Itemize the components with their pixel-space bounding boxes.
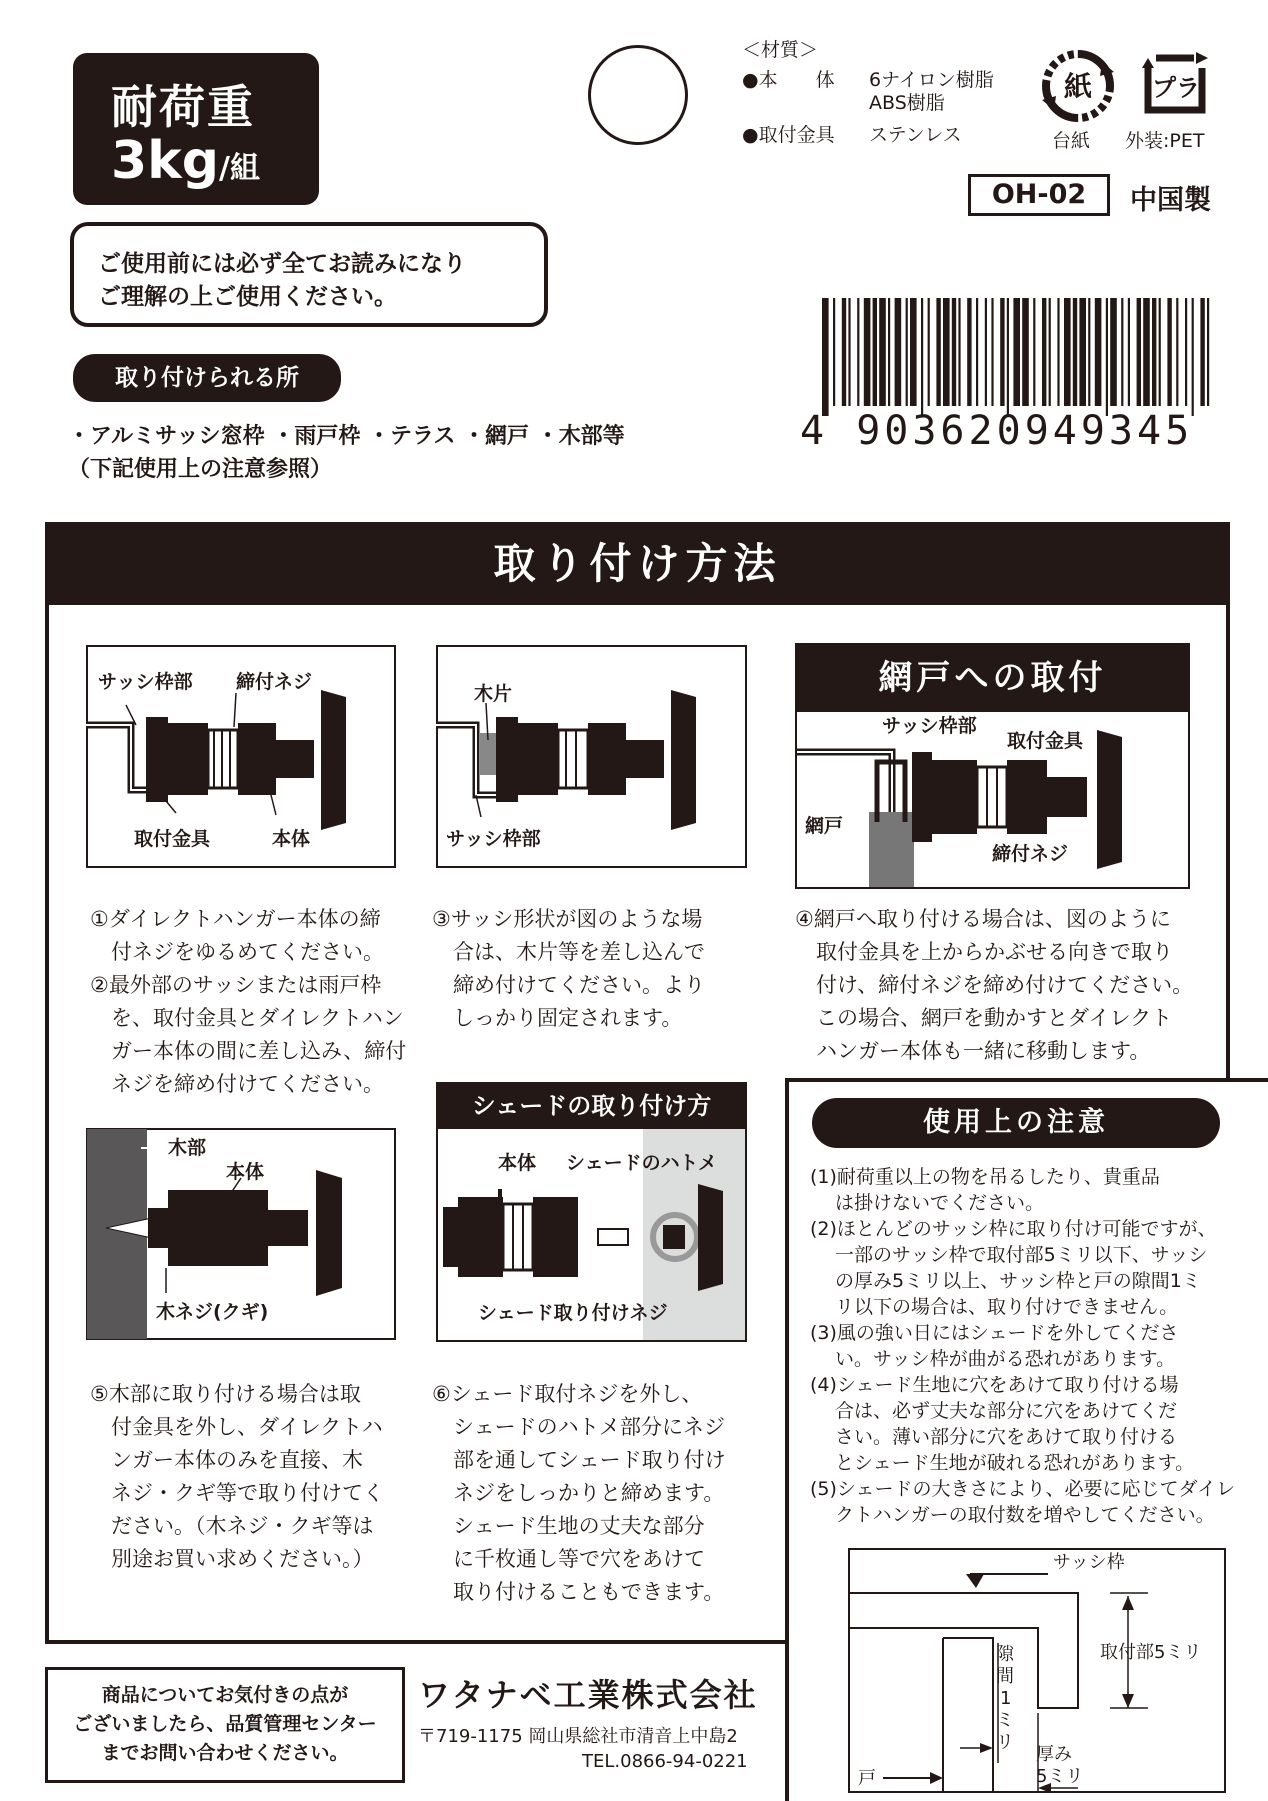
caution-line: とシェード生地が破れる恐れがあります。 [810,1452,1195,1474]
load-capacity-title: 耐荷重 [111,80,255,134]
load-value: 3kg [111,131,219,191]
load-capacity-badge [73,53,319,205]
barcode-bar [943,298,950,406]
caution-line: (1)耐荷重以上の物を吊るしたり、貴重品 [810,1166,1160,1188]
barcode-bar [1159,298,1161,406]
plastic-mark-text: プラ [1152,74,1200,102]
barcode-bar [1000,298,1004,406]
barcode-bar [976,298,978,406]
read-before-use-notice [70,222,548,327]
label-wood-block: 木片 [474,683,513,705]
barcode-bar [1088,298,1090,406]
install-section-title: 取り付け方法 [45,522,1230,605]
screen-door-title: 網戸への取付 [797,645,1188,712]
label-body: 本体 [498,1152,537,1174]
label-wood-screw: 木ネジ(クギ) [156,1301,269,1323]
barcode-bar [1152,298,1156,406]
step-line: に千枚通し等で穴をあけて [432,1547,705,1571]
barcode-bar [1079,298,1086,406]
material-metal-label: ●取付金具 [742,124,835,146]
label-gap: 間 [996,1666,1014,1687]
barcode-digit-left: 903620 [856,408,1025,454]
barcode-bar [1073,298,1077,406]
mount-places-title: 取り付けられる所 [73,354,341,402]
step-line: 部を通してシェード取り付け [432,1448,726,1472]
load-capacity-value [111,131,260,191]
barcode-digit-right: 949345 [1024,408,1194,454]
contact-line: ございましたら、品質管理センター [73,1713,377,1735]
step-line: 別途お買い求めください。） [90,1547,374,1571]
barcode-bar [1106,298,1108,416]
label-body: 本体 [272,828,311,850]
figure-shade-mount [436,1082,747,1342]
step-line: ②最外部のサッシまたは雨戸枠 [90,973,382,997]
sash-dimension-diagram [848,1548,1226,1793]
label-gap: ミ [996,1710,1014,1731]
barcode-bar [822,298,829,416]
label-gap: リ [996,1732,1014,1753]
barcode-bar [857,298,859,406]
barcode-bar [848,298,850,406]
barcode-bar [1167,298,1171,406]
label-sash: サッシ枠部 [882,715,977,737]
step-1-2-text [90,903,406,1101]
barcode-bar [873,298,877,406]
mount-places-line-2: （下記使用上の注意参照） [68,457,333,482]
barcode-bar [958,298,960,406]
barcode-bar [1042,298,1046,406]
label-door: 戸 [858,1768,876,1789]
plastic-label: 外装:PET [1125,130,1205,152]
barcode-bar [864,298,871,406]
barcode-bar [1121,298,1123,406]
step-line: シェードのハトメ部分にネジ [432,1415,725,1439]
barcode-bar [910,298,917,406]
step-line: 取付金具を上からかぶせる向きで取り [795,940,1173,964]
caution-line: 合は、必ず丈夫な部分に穴をあけてくだ [810,1400,1178,1422]
step-line: ネジを締め付けてください。 [90,1072,384,1096]
label-gap: 隙 [996,1644,1014,1665]
paper-mark-text: 紙 [1063,70,1093,103]
barcode-bar [1137,298,1141,406]
material-body-value-2: ABS樹脂 [869,92,945,114]
caution-line: い。サッシ枠が曲がる恐れがあります。 [810,1348,1176,1370]
step-4-text [795,903,1193,1068]
barcode-bar [1110,298,1117,406]
step-5-text [90,1378,384,1576]
caution-line: (2)ほとんどのサッシ枠に取り付け可能ですが、 [810,1218,1217,1240]
label-screw: 締付ネジ [992,843,1069,865]
material-heading: ＜材質＞ [742,39,819,61]
label-bracket: 取付金具 [1007,730,1084,752]
barcode-bar [1049,298,1051,406]
barcode-digits [800,408,1193,454]
step-line: ださい。（木ネジ・クギ等は [90,1514,374,1538]
label-shade-screw: シェード取り付けネジ [478,1302,668,1324]
barcode-bar [1185,298,1187,406]
barcode-bar [921,298,923,416]
barcode-bar [1200,298,1204,406]
barcode-bar [1095,298,1102,406]
step-6-text [432,1378,726,1609]
step-line: ④網戸へ取り付ける場合は、図のように [795,907,1171,931]
barcode-bar [1176,298,1178,406]
step-line: この場合、網戸を動かすとダイレクト [795,1006,1173,1030]
label-body: 本体 [226,1161,265,1183]
barcode-bar [888,298,890,406]
step-line: 付ネジをゆるめてください。 [90,940,384,964]
label-mount-size: 取付部5ミリ [1100,1642,1202,1663]
step-line: 合は、木片等を差し込んで [432,940,705,964]
figure-screen-door [795,643,1190,889]
material-body-value-1: 6ナイロン樹脂 [869,69,994,91]
barcode-bar [1128,298,1130,406]
plastic-recycle-icon [1138,50,1212,118]
caution-line: さい。薄い部分に穴をあけて取り付ける [810,1426,1178,1448]
figure-wood-mount [86,1128,396,1340]
blank-circle [588,45,688,145]
label-sash-frame: サッシ枠 [1053,1552,1125,1573]
barcode-bar [1143,298,1150,406]
barcode-bar [833,298,835,406]
paper-recycle-icon [1040,48,1116,124]
label-screw: 締付ネジ [236,671,313,693]
paper-label: 台紙 [1052,130,1091,152]
barcode-bar [1064,298,1071,406]
step-line: ③サッシ形状が図のような場 [432,907,703,931]
caution-line: は掛けないでください。 [810,1192,1045,1214]
barcode-bar [842,298,846,406]
step-line: ンガー本体のみを直接、木 [90,1448,363,1472]
step-line: 取り付けることもできます。 [432,1580,725,1604]
material-body-label: ●本 体 [742,69,835,91]
material-metal-value: ステンレス [869,124,962,146]
barcode [822,298,1214,416]
barcode-bar [991,298,993,406]
notice-line-1: ご使用前には必ず全てお読みになり [98,251,466,277]
caution-line: (4)シェード生地に穴をあけて取り付ける場 [810,1374,1179,1396]
barcode-bar [1033,298,1035,406]
contact-notice [45,1667,405,1783]
model-code: OH-02 [968,174,1110,216]
barcode-bar [928,298,930,406]
caution-line: (3)風の強い日にはシェードを外してくださ [810,1322,1179,1344]
caution-list [810,1164,1235,1528]
barcode-bar [952,298,956,406]
label-wood: 木部 [168,1137,207,1159]
label-grommet: シェードのハトメ [566,1152,718,1174]
mount-places-list [68,420,625,486]
step-line: ネジをしっかりと締めます。 [432,1481,725,1505]
barcode-bar [895,298,902,406]
label-sash: サッシ枠部 [98,671,193,693]
caution-line: 一部のサッシ枠で取付部5ミリ以下、サッシ [810,1244,1208,1266]
label-sash: サッシ枠部 [446,828,541,850]
barcode-bar [879,298,886,406]
company-name: ワタナベ工業株式会社 [418,1676,758,1714]
country-of-origin: 中国製 [1130,185,1211,216]
barcode-digit-prefix: 4 [800,408,829,454]
label-thickness: 厚み [1036,1744,1072,1765]
caution-title: 使用上の注意 [812,1098,1220,1148]
barcode-bar [1013,298,1020,406]
step-line: を、取付金具とダイレクトハン [90,1006,404,1030]
figure-wood-block [436,645,747,868]
step-line: 付金具を外し、ダイレクトハ [90,1415,383,1439]
company-tel: TEL.0866-94-0221 [582,1751,748,1772]
step-line: 締め付けてください。より [432,973,705,997]
load-unit: /組 [219,151,260,186]
label-screen-door: 網戸 [805,815,844,837]
barcode-bar [1022,298,1029,406]
barcode-bar [1207,298,1209,406]
step-line: シェード生地の丈夫な部分 [432,1514,705,1538]
barcode-bar [985,298,987,406]
step-line: 付け、締付ネジを締め付けてください。 [795,973,1194,997]
barcode-bar [936,298,940,406]
contact-line: 商品についてお気付きの点が [101,1684,349,1706]
barcode-bar [967,298,971,406]
label-gap: 1 [1000,1688,1012,1709]
step-line: ①ダイレクトハンガー本体の締 [90,907,381,931]
step-line: しっかり固定されます。 [432,1006,683,1030]
barcode-bar [906,298,908,406]
label-bracket: 取付金具 [134,828,211,850]
caution-line: クトハンガーの取付数を増やしてください。 [810,1504,1215,1526]
company-address: 〒719-1175 岡山県総社市清音上中島2 [418,1726,738,1747]
step-line: ガー本体の間に差し込み、締付 [90,1039,407,1063]
step-line: ハンガー本体も一緒に移動します。 [795,1039,1151,1063]
contact-line: までお問い合わせください。 [101,1742,349,1764]
label-thickness: 5ミリ [1036,1766,1084,1787]
caution-line: (5)シェードの大きさにより、必要に応じてダイレ [810,1478,1236,1500]
notice-line-2: ご理解の上ご使用ください。 [98,284,397,310]
caution-line: リ以下の場合は、取り付けできません。 [810,1296,1179,1318]
figure-sash-mount [86,645,396,868]
barcode-bar [1057,298,1059,406]
step-line: ネジ・クギ等で取り付けてく [90,1481,384,1505]
step-line: ⑥シェード取付ネジを外し、 [432,1382,703,1406]
shade-mount-title: シェードの取り付け方 [438,1084,745,1129]
step-3-text [432,903,705,1035]
barcode-bar [1007,298,1009,416]
caution-line: の厚み5ミリ以上、サッシ枠と戸の隙間1ミ [810,1270,1201,1292]
barcode-bar [1192,298,1194,416]
mount-places-line-1: ・アルミサッシ窓枠 ・雨戸枠 ・テラス ・網戸 ・木部等 [68,424,625,449]
step-line: ⑤木部に取り付ける場合は取 [90,1382,361,1406]
